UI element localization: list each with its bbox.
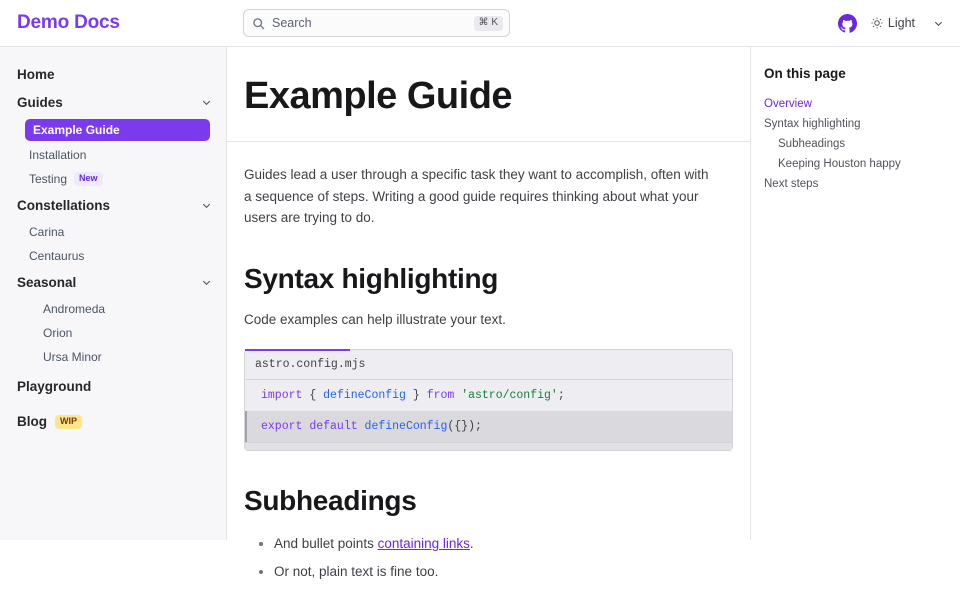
code-line-1 (245, 380, 732, 411)
search-shortcut-kbd: ⌘ K (474, 16, 503, 31)
sidebar-item-blog[interactable] (0, 404, 226, 439)
search-container (243, 9, 510, 37)
sidebar-item-label: Testing (29, 172, 68, 186)
code-token-plain: { (302, 389, 324, 403)
page-title-block (227, 47, 750, 142)
sidebar-item-playground[interactable]: Playground (17, 379, 92, 394)
list-item-text-end: . (469, 536, 474, 552)
theme-label: Light (887, 16, 915, 30)
search-icon (252, 17, 265, 30)
code-token-plain: } (405, 389, 427, 403)
status-badge: New (74, 172, 103, 186)
chevron-down-icon[interactable] (201, 200, 212, 211)
code-filename: astro.config.mjs (245, 350, 732, 380)
code-block[interactable] (244, 349, 733, 451)
toc-title: On this page (764, 66, 846, 81)
list-item (274, 533, 718, 555)
toc-item-keeping-houston-happy[interactable]: Keeping Houston happy (778, 158, 901, 170)
heading-syntax-highlighting: Syntax highlighting (244, 263, 499, 295)
sidebar-group-guides[interactable] (0, 88, 226, 117)
sidebar-item-testing[interactable] (0, 167, 226, 191)
code-token-keyword: from (426, 389, 455, 403)
article-body (227, 142, 750, 589)
inline-link[interactable]: containing links (377, 536, 470, 552)
sidebar-item-andromeda[interactable]: Andromeda (43, 302, 106, 316)
bullet-list (244, 533, 718, 583)
sidebar-group-label: Guides (17, 95, 63, 110)
syntax-paragraph: Code examples can help illustrate your text. (244, 312, 506, 328)
code-token-keyword: default (302, 420, 358, 434)
sidebar-group-label: Constellations (17, 198, 111, 213)
page-body (0, 47, 960, 579)
sidebar-item-orion[interactable]: Orion (43, 326, 73, 340)
header-actions (838, 14, 960, 33)
top-header (0, 0, 960, 47)
toc-item-subheadings[interactable]: Subheadings (778, 138, 846, 150)
code-token-function: defineConfig (323, 389, 406, 403)
on-this-page-toc (750, 47, 960, 540)
list-item: • Or not, plain text is fine too. (274, 561, 718, 583)
code-token-plain: ({}); (447, 420, 482, 434)
theme-selector[interactable] (871, 16, 944, 30)
code-horizontal-scrollbar[interactable] (245, 442, 732, 450)
sidebar-item-installation[interactable]: Installation (29, 148, 87, 162)
github-icon[interactable] (838, 14, 857, 33)
sidebar-item-home[interactable]: Home (17, 67, 55, 82)
sidebar-item-centaurus[interactable]: Centaurus (29, 249, 85, 263)
list-item-text: And bullet points (274, 536, 378, 552)
main-content (227, 47, 750, 579)
chevron-down-icon[interactable] (201, 277, 212, 288)
code-token-keyword: import (261, 389, 303, 403)
code-line-2 (245, 411, 732, 442)
search-input[interactable] (243, 9, 510, 37)
sun-icon (871, 17, 883, 29)
sidebar-item-ursa-minor[interactable]: Ursa Minor (43, 350, 102, 364)
code-token-string: 'astro/config' (454, 389, 558, 403)
search-label: Search (272, 16, 312, 30)
sidebar (0, 47, 227, 540)
code-token-keyword: export (261, 420, 303, 434)
code-token-plain: ; (557, 389, 565, 403)
heading-subheadings: Subheadings (244, 485, 417, 517)
sidebar-item-carina[interactable]: Carina (29, 225, 65, 239)
toc-item-syntax-highlighting[interactable]: Syntax highlighting (764, 118, 861, 130)
intro-paragraph: Guides lead a user through a specific task they want to accomplish, often with a sequence of steps. Writing a good guide requires thinking about what your users are trying to do. (244, 166, 709, 226)
toc-item-next-steps[interactable]: Next steps (764, 178, 819, 190)
toc-item-overview[interactable]: Overview (764, 98, 812, 110)
status-badge: WIP (55, 415, 82, 429)
code-token-function: defineConfig (357, 420, 448, 434)
chevron-down-icon[interactable] (201, 97, 212, 108)
site-brand[interactable]: Demo Docs (17, 12, 120, 33)
sidebar-group-constellations[interactable] (0, 191, 226, 220)
sidebar-group-label: Seasonal (17, 275, 77, 290)
sidebar-item-label: Blog (17, 414, 47, 429)
page-title: Example Guide (244, 75, 513, 117)
chevron-down-icon[interactable] (933, 18, 944, 29)
sidebar-group-seasonal[interactable] (0, 268, 226, 297)
sidebar-item-example-guide[interactable]: Example Guide (25, 119, 210, 141)
